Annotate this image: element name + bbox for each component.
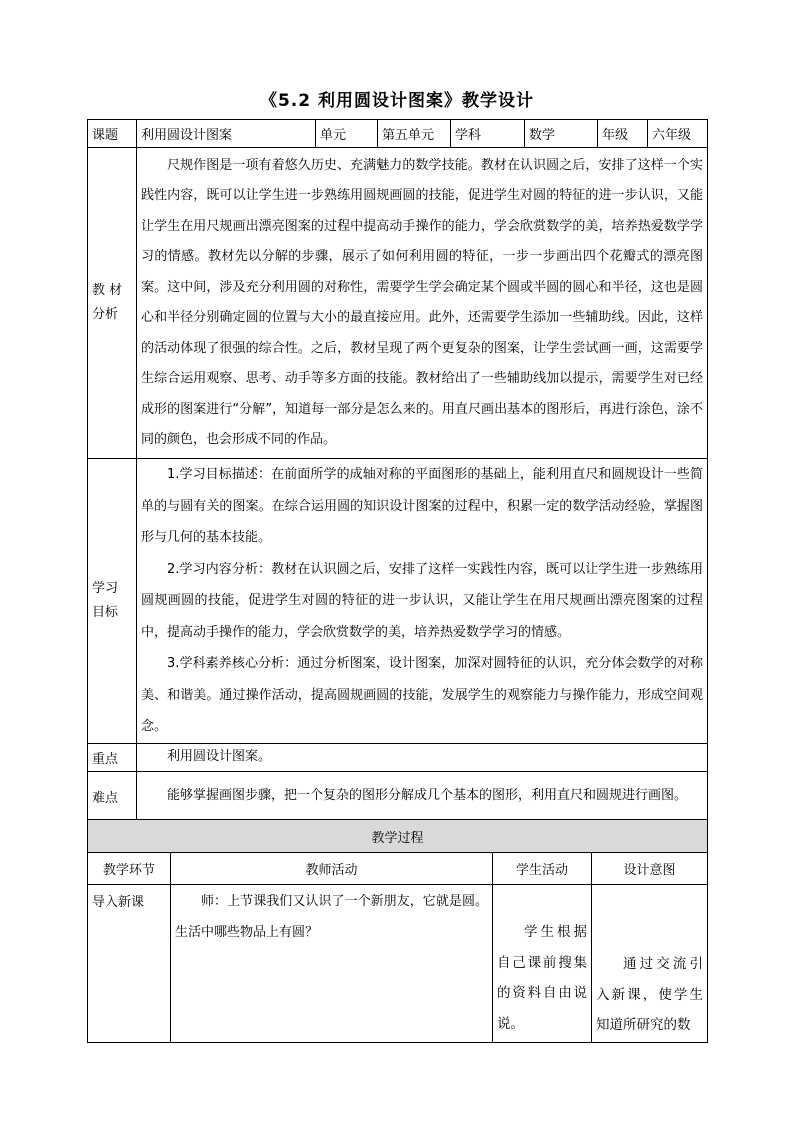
teacher-activity-cell — [171, 885, 493, 1043]
difficulty-label: 难点 — [88, 771, 137, 821]
analysis-paragraph: 尺规作图是一项有着悠久历史、充满魅力的数学技能。教材在认识圆之后，安排了这样一个实践性内容，既可以让学生进一步熟练用圆规画圆的技能，促进学生对圆的特征的进一步认识，又能让学生在用尺规画出漂亮图案的过程中提高动手操作的能力，学会欣赏数学的美，培养热爱数学学习的情感。教材先以分解的步骤，展示了如何利用圆的特征，一步一步画出四个花瓣式的漂亮图案。这中间，涉及充分利用圆的对称性，需要学生学会确定某个圆或半圆的圆心和半径，这也是圆心和半径分别确定圆的位置与大小的最直接应用。此外，还需要学生添加一些辅助线。因此，这样的活动体现了很强的综合性。之后，教材呈现了两个更复杂的图案，让学生尝试画一画，这需要学生综合运用观察、思考、动手等多方面的技能。教材给出了一些辅助线加以提示，需要学生对已经成形的图案进行“分解”，知道每一部分是怎么来的。用直尺画出基本的图形后，再进行涂色，涂不同的颜色，也会形成不同的作品。 — [141, 157, 703, 447]
course-label: 课题 — [88, 120, 137, 148]
key-point-label: 重点 — [88, 743, 137, 771]
grade-value: 六年级 — [648, 120, 708, 148]
column-header: 学生活动 — [493, 853, 592, 885]
info-row — [88, 120, 708, 148]
teacher-activity-text: 师：上节课我们又认识了一个新朋友，它就是圆。生活中哪些物品上有圆？ — [175, 894, 488, 940]
key-point-row — [88, 743, 708, 771]
objectives-text — [137, 459, 708, 744]
objectives-label: 学习 目标 — [88, 459, 137, 744]
lesson-info-table — [87, 119, 708, 822]
analysis-label: 教 材 分析 — [88, 148, 137, 459]
objective-item: 2.学习内容分析：教材在认识圆之后，安排了这样一实践性内容，既可以让学生进一步熟练用圆规画圆的技能，促进学生对圆的特征的进一步认识，又能让学生在用尺规画出漂亮图案的过程中，提高动手操作的能力，学会欣赏数学的美，培养热爱数学学习的情感。 — [141, 561, 703, 640]
column-header: 教师活动 — [171, 853, 493, 885]
column-header: 设计意图 — [592, 853, 708, 885]
process-table — [87, 819, 708, 1043]
key-point-text — [137, 743, 708, 771]
student-activity-cell — [493, 885, 592, 1043]
document-title: 《5.2 利用圆设计图案》教学设计 — [259, 91, 535, 111]
unit-label: 单元 — [316, 120, 378, 148]
grade-label: 年级 — [598, 120, 648, 148]
objectives-row — [88, 459, 708, 744]
difficulty-paragraph: 能够掌握画图步骤，把一个复杂的图形分解成几个基本的图形，利用直尺和圆规进行画图。 — [167, 788, 688, 803]
column-header: 教学环节 — [88, 853, 171, 885]
objective-item: 3.学科素养核心分析：通过分析图案，设计图案，加深对圆特征的认识，充分体会数学的对称美、和谐美。通过操作活动，提高圆规画圆的技能，发展学生的观察能力与操作能力，形成空间观念。 — [141, 656, 703, 734]
process-row — [88, 885, 708, 1043]
analysis-text — [137, 148, 708, 459]
stage-cell: 导入新课 — [88, 885, 171, 1043]
difficulty-row — [88, 771, 708, 821]
design-intent-text: 通过交流引入新课，使学生知道所研究的数 — [596, 956, 704, 1033]
design-intent-cell — [592, 885, 708, 1043]
subject-label: 学科 — [451, 120, 525, 148]
difficulty-text — [137, 771, 708, 821]
analysis-row — [88, 148, 708, 459]
process-column-headers — [88, 853, 708, 885]
process-heading: 教学过程 — [88, 820, 708, 853]
course-value: 利用圆设计图案 — [137, 120, 316, 148]
objective-item: 1.学习目标描述：在前面所学的成轴对称的平面图形的基础上，能利用直尺和圆规设计一些简单的与圆有关的图案。在综合运用圆的知识设计图案的过程中，积累一定的数学活动经验，掌握图形与几何的基本技能。 — [141, 467, 703, 545]
process-heading-row — [88, 820, 708, 853]
student-activity-text: 学生根据自己课前搜集的资料自由说说。 — [497, 924, 587, 1032]
subject-value: 数学 — [525, 120, 598, 148]
unit-value: 第五单元 — [378, 120, 451, 148]
key-point-paragraph: 利用圆设计图案。 — [167, 749, 272, 764]
